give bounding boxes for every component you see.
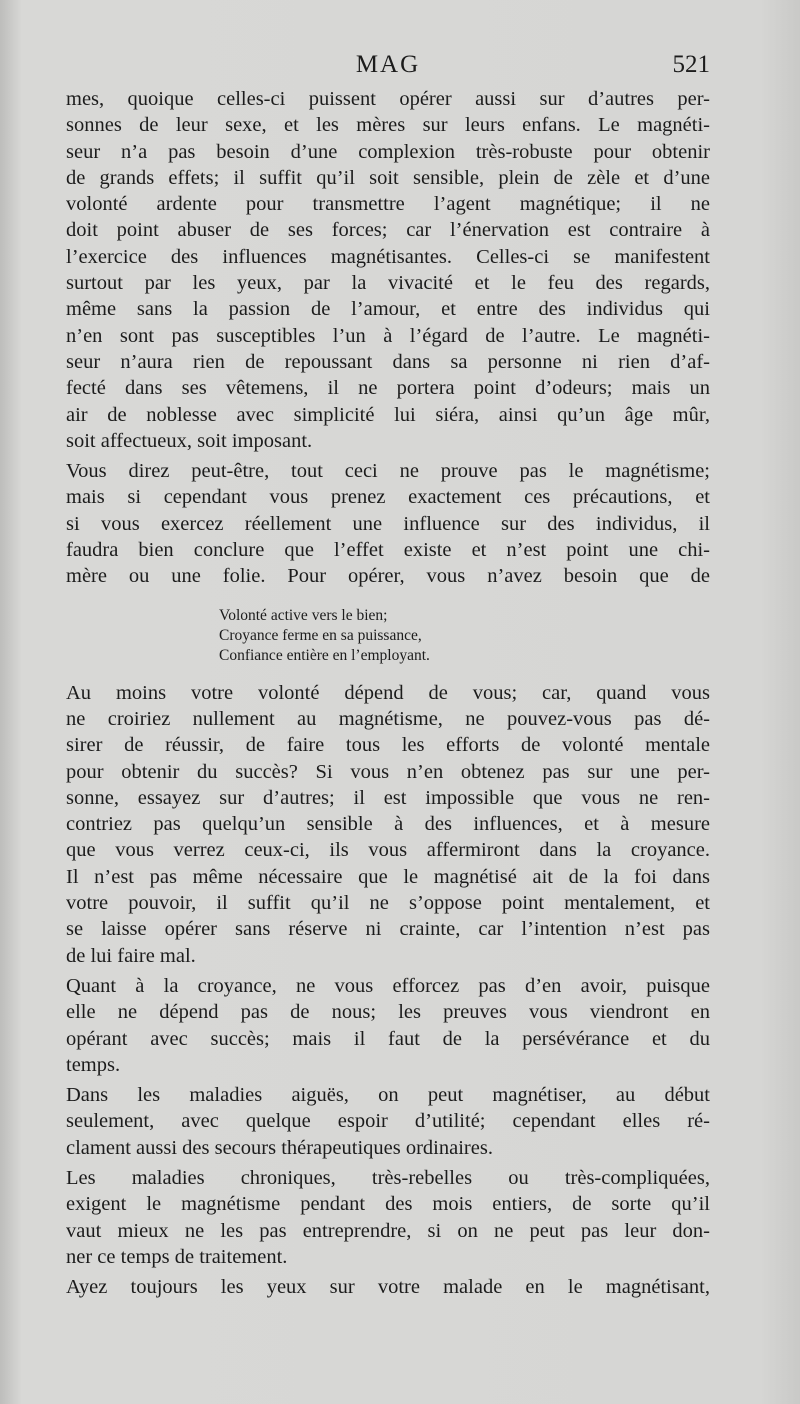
text-line: de lui faire mal. [66,944,196,967]
page-number: 521 [672,51,710,78]
text-line: mes, quoique celles-ci puissent opérer aussi sur d’autres per- [66,88,710,110]
text-line: volonté ardente pour transmettre l’agent magnétique; il ne [66,193,710,216]
paragraph-4 [66,973,710,1078]
text-line: doit point abuser de ses forces; car l’énervation est contraire à [66,219,710,242]
text-line: Ayez toujours les yeux sur votre malade en le magnétisant, [66,1276,710,1299]
text-line: sonne, essayez sur d’autres; il est impossible que vous ne ren- [66,786,710,809]
text-line: votre pouvoir, il suffit qu’il ne s’oppose point mentalement, et [66,892,710,915]
text-line: Au moins votre volonté dépend de vous; car, quand vous [66,681,710,704]
page-header [66,48,710,82]
text-line: surtout par les yeux, par la vivacité et le feu des regards, [66,272,710,295]
paragraph-2 [66,458,710,589]
text-line: l’exercice des influences magnétisantes. Celles-ci se manifestent [66,245,710,268]
paragraph-6 [66,1165,710,1270]
text-line: vaut mieux ne les pas entreprendre, si on ne peut pas leur don- [66,1219,710,1242]
text-line: ner ce temps de traitement. [66,1245,288,1268]
text-line: clament aussi des secours thérapeutiques ordinaires. [66,1136,493,1159]
text-line: Les maladies chroniques, très-rebelles ou très-compliquées, [66,1166,710,1189]
text-line: si vous exercez réellement une influence sur des individus, il [66,512,710,535]
verse-block [219,606,710,666]
text-line: fecté dans ses vêtemens, il ne portera point d’odeurs; mais un [66,377,710,400]
text-line: Dans les maladies aiguës, on peut magnétiser, au début [66,1084,710,1107]
verse-line: Confiance entière en l’employant. [219,646,430,664]
text-line: opérant avec succès; mais il faut de la persévérance et du [66,1027,710,1050]
text-line: sirer de réussir, de faire tous les efforts de volonté mentale [66,734,710,757]
running-head: MAG [355,51,421,78]
text-line: mère ou une folie. Pour opérer, vous n’avez besoin que de [66,565,710,588]
text-line: Quant à la croyance, ne vous efforcez pas d’en avoir, puisque [66,974,710,997]
text-line: même sans la passion de l’amour, et entre des individus qui [66,298,710,321]
text-line: temps. [66,1053,121,1076]
paragraph-3 [66,680,710,969]
text-line: n’en sont pas susceptibles l’un à l’égard de l’autre. Le magnéti- [66,324,710,347]
text-line: se laisse opérer sans réserve ni crainte, car l’intention n’est pas [66,918,710,941]
text-line: sonnes de leur sexe, et les mères sur leurs enfans. Le magnéti- [66,114,710,137]
paragraph-5 [66,1082,710,1161]
text-line: contriez pas quelqu’un sensible à des influences, et à mesure [66,813,710,836]
text-line: seulement, avec quelque espoir d’utilité; cependant elles ré- [66,1110,710,1133]
text-line: ne croiriez nullement au magnétisme, ne pouvez-vous pas dé- [66,707,710,730]
verse-line: Volonté active vers le bien; [219,606,388,624]
paragraph-7 [66,1274,710,1300]
text-line: seur n’a pas besoin d’une complexion très-robuste pour obtenir [66,140,710,163]
text-line: exigent le magnétisme pendant des mois entiers, de sorte qu’il [66,1193,710,1216]
verse-line: Croyance ferme en sa puissance, [219,626,422,644]
text-line: Il n’est pas même nécessaire que le magnétisé ait de la foi dans [66,865,710,888]
text-line: que vous verrez ceux-ci, ils vous affermiront dans la croyance. [66,839,710,862]
text-line: air de noblesse avec simplicité lui siéra, ainsi qu’un âge mûr, [66,403,710,426]
text-line: seur n’aura rien de repoussant dans sa personne ni rien d’af- [66,350,710,373]
text-line: pour obtenir du succès? Si vous n’en obtenez pas sur une per- [66,760,710,783]
text-line: Vous direz peut-être, tout ceci ne prouve pas le magnétisme; [66,460,710,483]
body-text [66,86,710,1300]
text-line: elle ne dépend pas de nous; les preuves vous viendront en [66,1001,710,1024]
paragraph-1 [66,86,710,454]
text-line: de grands effets; il suffit qu’il soit sensible, plein de zèle et d’une [66,166,710,189]
text-line: soit affectueux, soit imposant. [66,429,313,452]
text-line: mais si cependant vous prenez exactement ces précautions, et [66,486,710,509]
text-line: faudra bien conclure que l’effet existe et n’est point une chi- [66,539,710,562]
